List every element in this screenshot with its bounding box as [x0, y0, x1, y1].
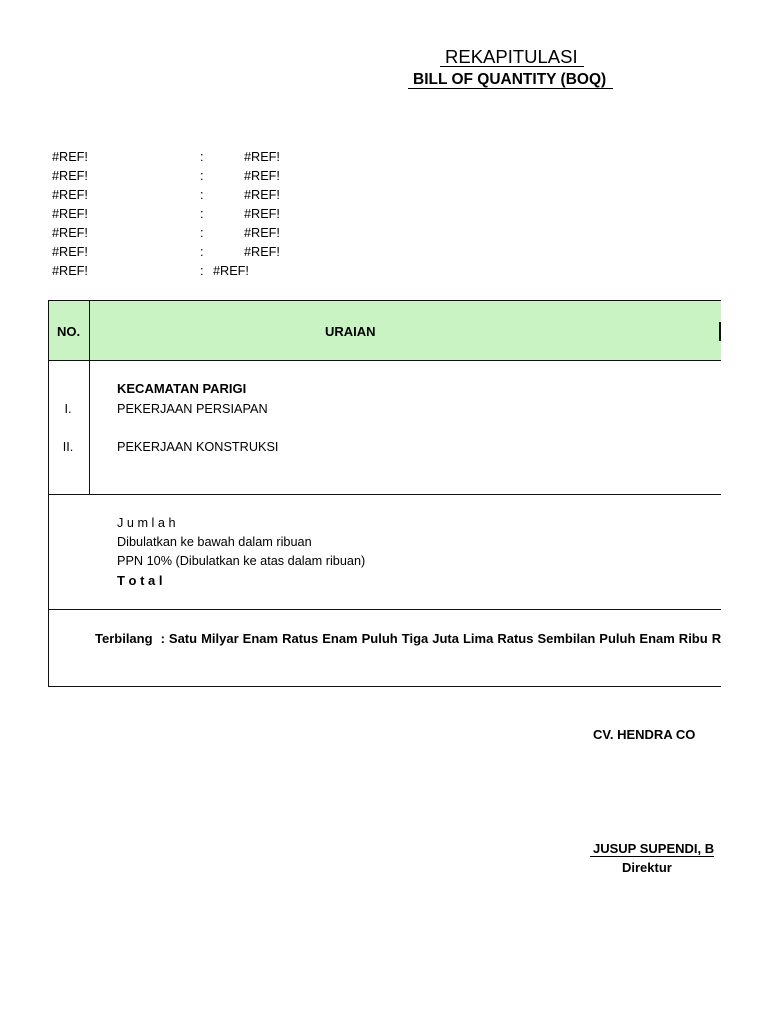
- title-bill-of-quantity: BILL OF QUANTITY (BOQ): [408, 72, 613, 89]
- info-value: #REF!: [244, 150, 280, 164]
- info-value: #REF!: [213, 264, 249, 278]
- signature-company: CV. HENDRA CO: [593, 727, 696, 742]
- table-left-border: [48, 300, 49, 687]
- item-number: I.: [64, 402, 72, 416]
- item-number: II.: [62, 440, 74, 454]
- summary-jumlah: J u m l a h: [117, 516, 176, 530]
- info-label: #REF!: [52, 188, 88, 202]
- table-header-background: [49, 301, 721, 360]
- table-bottom-border: [48, 686, 721, 687]
- info-separator: :: [200, 188, 204, 202]
- table-top-border: [48, 300, 721, 301]
- signature-position: Direktur: [622, 860, 672, 875]
- info-value: #REF!: [244, 226, 280, 240]
- info-value: #REF!: [244, 245, 280, 259]
- info-label: #REF!: [52, 245, 88, 259]
- title-rekapitulasi: REKAPITULASI: [440, 47, 584, 67]
- info-separator: :: [200, 207, 204, 221]
- header-next-column-edge: [719, 322, 721, 341]
- info-label: #REF!: [52, 169, 88, 183]
- info-label: #REF!: [52, 150, 88, 164]
- table-no-column-divider: [89, 300, 90, 495]
- table-header-bottom-border: [48, 360, 721, 361]
- info-separator: :: [200, 226, 204, 240]
- info-separator: :: [200, 264, 204, 278]
- signature-name: JUSUP SUPENDI, B: [590, 841, 714, 857]
- table-summary-bottom-border: [48, 609, 721, 610]
- info-separator: :: [200, 150, 204, 164]
- info-separator: :: [200, 245, 204, 259]
- info-value: #REF!: [244, 188, 280, 202]
- table-items-bottom-border: [48, 494, 721, 495]
- info-label: #REF!: [52, 207, 88, 221]
- info-separator: :: [200, 169, 204, 183]
- info-value: #REF!: [244, 207, 280, 221]
- info-value: #REF!: [244, 169, 280, 183]
- summary-rounded: Dibulatkan ke bawah dalam ribuan: [117, 535, 312, 549]
- info-label: #REF!: [52, 226, 88, 240]
- info-label: #REF!: [52, 264, 88, 278]
- header-uraian: URAIAN: [325, 324, 376, 339]
- summary-total: T o t a l: [117, 573, 163, 588]
- section-title: KECAMATAN PARIGI: [117, 381, 247, 396]
- item-description: PEKERJAAN KONSTRUKSI: [117, 440, 279, 454]
- summary-ppn: PPN 10% (Dibulatkan ke atas dalam ribuan): [117, 554, 366, 568]
- header-no: NO.: [57, 324, 81, 339]
- item-description: PEKERJAAN PERSIAPAN: [117, 402, 268, 416]
- terbilang-text: Terbilang : Satu Milyar Enam Ratus Enam Puluh Tiga Juta Lima Ratus Sembilan Puluh Enam Ribu R: [95, 631, 721, 646]
